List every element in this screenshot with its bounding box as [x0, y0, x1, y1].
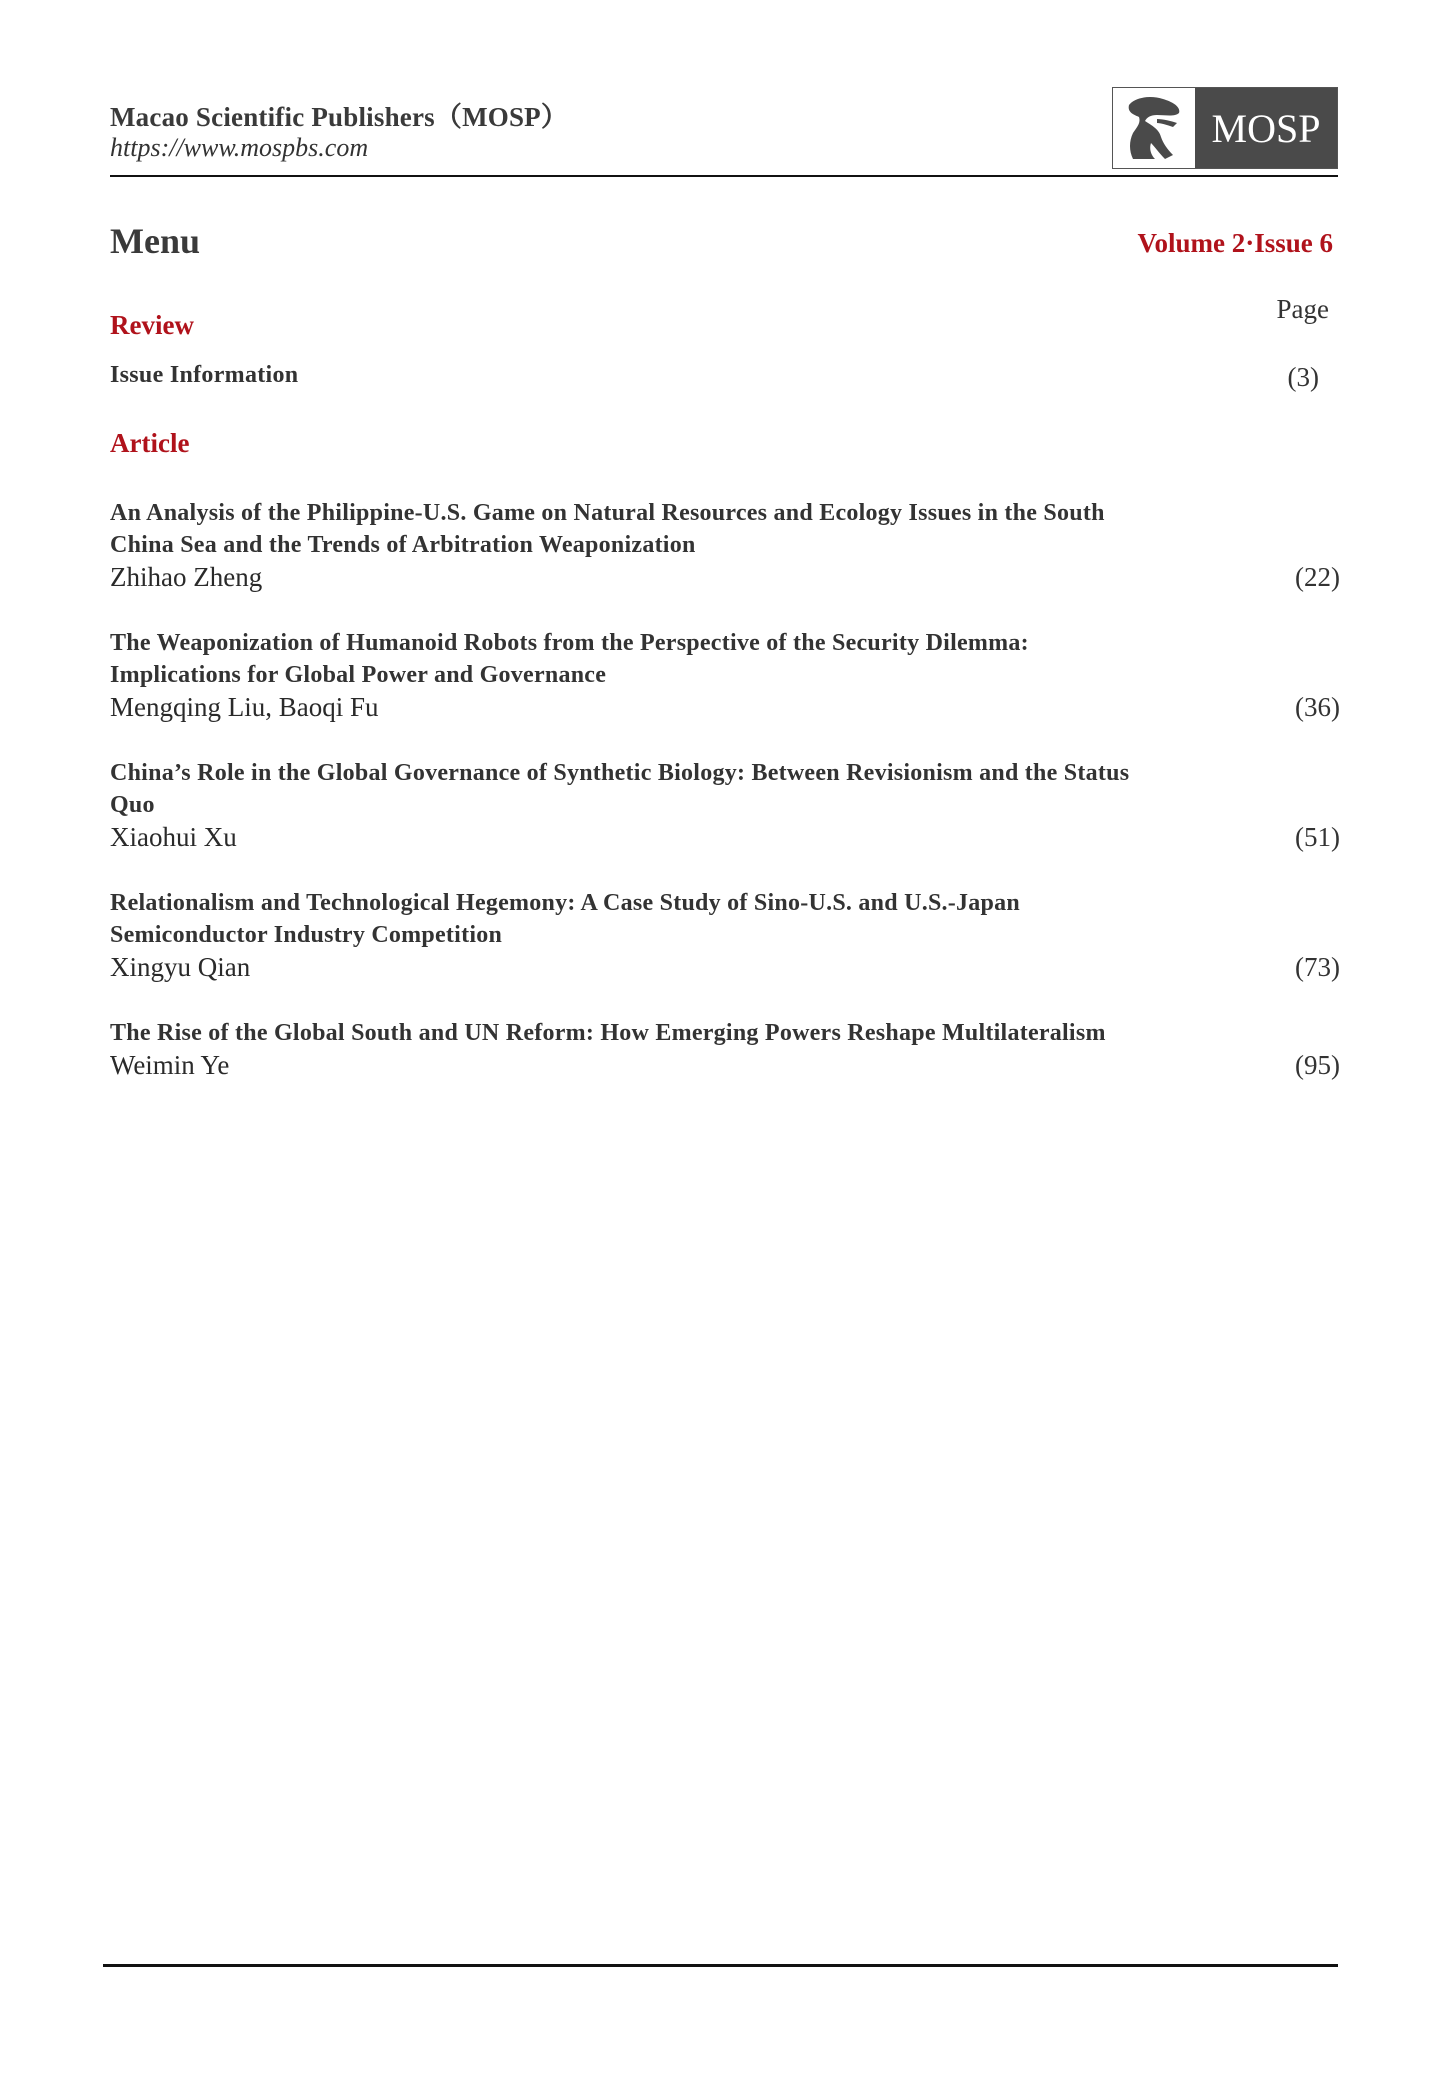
- article-author: Zhihao Zheng: [110, 562, 263, 592]
- footer-divider: [103, 1964, 1338, 1967]
- article-title-line[interactable]: Relationalism and Technological Hegemony: A Case Study of Sino-U.S. and U.S.-Japan: [110, 890, 1020, 916]
- article-title-line[interactable]: Quo: [110, 792, 155, 818]
- logo-wordmark: MOSP: [1195, 88, 1337, 168]
- mosp-logo: [1112, 87, 1338, 169]
- header-divider: [110, 175, 1338, 177]
- article-author: Mengqing Liu, Baoqi Fu: [110, 692, 379, 722]
- toc-page-number: (73): [1295, 952, 1340, 982]
- publisher-name: Macao Scientific Publishers（MOSP）: [110, 102, 569, 132]
- article-author: Xingyu Qian: [110, 952, 251, 982]
- toc-page-number: (3): [1287, 362, 1319, 392]
- page-column-header: Page: [1276, 294, 1329, 324]
- publisher-url-link[interactable]: https://www.mospbs.com: [110, 133, 369, 162]
- section-heading-article: Article: [110, 428, 190, 458]
- toc-page-number: (36): [1295, 692, 1340, 722]
- toc-page-number: (51): [1295, 822, 1340, 852]
- article-title-line[interactable]: Semiconductor Industry Competition: [110, 922, 503, 948]
- toc-entry-article[interactable]: [110, 1017, 1340, 1082]
- volume-issue-label: Volume 2·Issue 6: [1137, 228, 1333, 258]
- toc-entry-article[interactable]: [110, 757, 1340, 854]
- article-author: Xiaohui Xu: [110, 822, 237, 852]
- toc-page-number: (95): [1295, 1050, 1340, 1080]
- article-title-line[interactable]: The Rise of the Global South and UN Reform: How Emerging Powers Reshape Multilateralism: [110, 1020, 1106, 1046]
- toc-entry-issue-information[interactable]: Issue Information: [110, 362, 299, 388]
- article-author: Weimin Ye: [110, 1050, 230, 1080]
- article-title-line[interactable]: An Analysis of the Philippine-U.S. Game on Natural Resources and Ecology Issues in the South: [110, 500, 1105, 526]
- article-title-line[interactable]: China’s Role in the Global Governance of Synthetic Biology: Between Revisionism and the Status: [110, 760, 1130, 786]
- article-title-line[interactable]: Implications for Global Power and Governance: [110, 662, 607, 688]
- toc-entry-article[interactable]: [110, 497, 1340, 594]
- section-heading-review: Review: [110, 310, 194, 340]
- toc-page-number: (22): [1295, 562, 1340, 592]
- article-title-line[interactable]: China Sea and the Trends of Arbitration Weaponization: [110, 532, 696, 558]
- tree-figure-icon: [1113, 88, 1195, 168]
- toc-entry-article[interactable]: [110, 627, 1340, 724]
- toc-entry-article[interactable]: [110, 887, 1340, 984]
- article-title-line[interactable]: The Weaponization of Humanoid Robots from the Perspective of the Security Dilemma:: [110, 630, 1029, 656]
- page-title: Menu: [110, 221, 200, 261]
